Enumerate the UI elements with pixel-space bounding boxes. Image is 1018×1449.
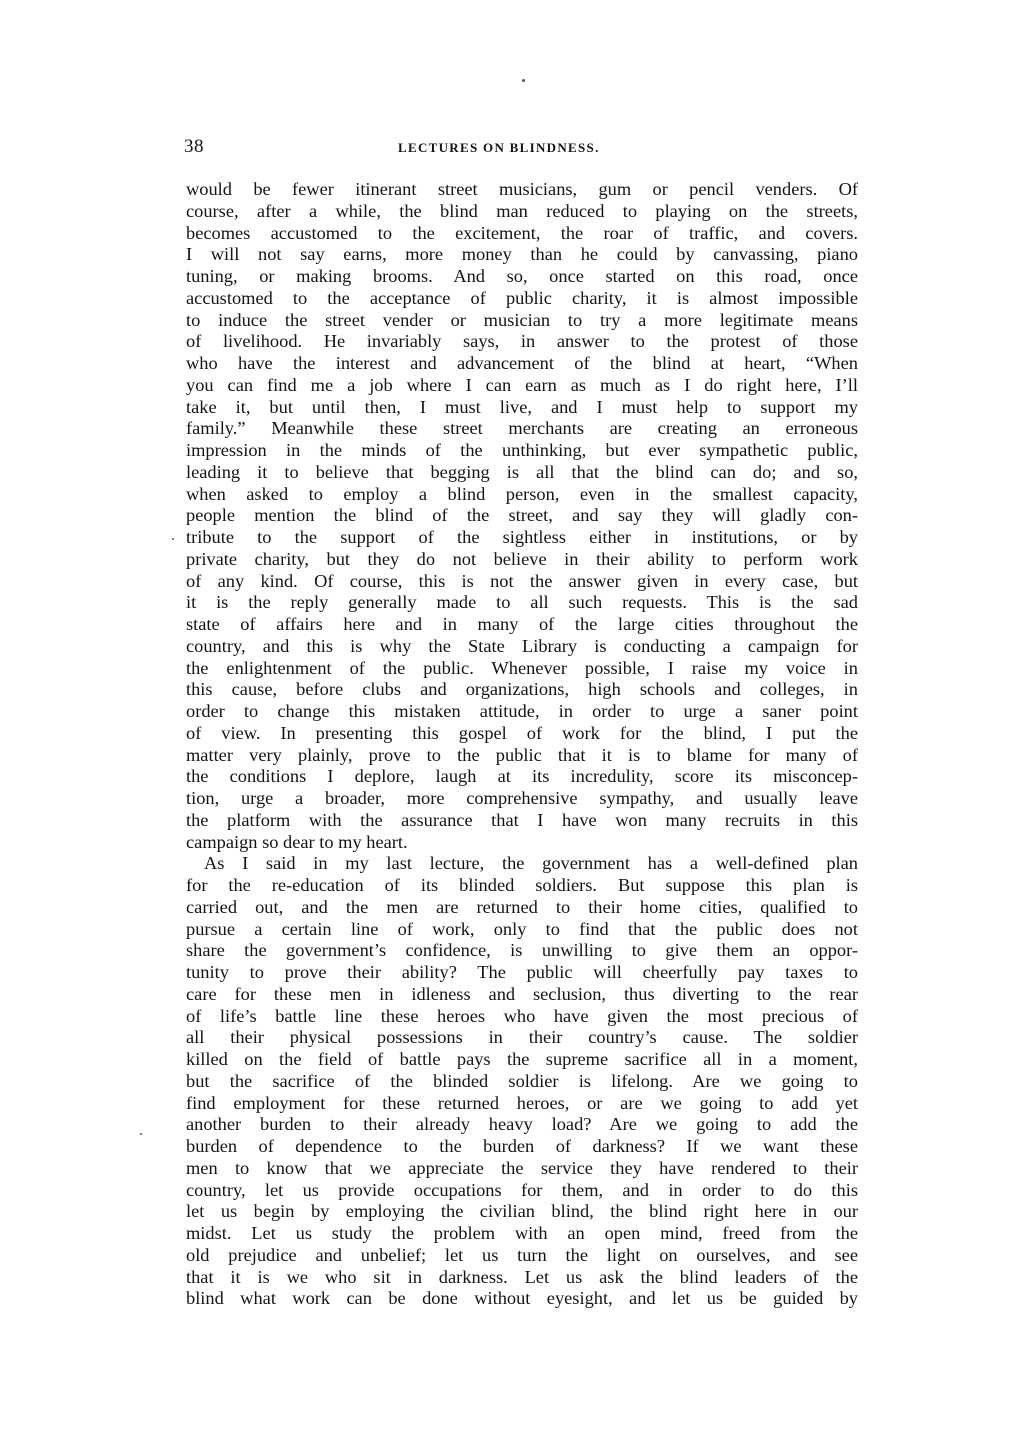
running-head: LECTURES ON BLINDNESS.	[398, 140, 600, 155]
text-line: becomes accustomed to the excitement, the roar of traffic, and covers.	[186, 222, 858, 243]
text-line: of view. In presenting this gospel of work for the blind, I put the	[186, 722, 858, 743]
text-line: tunity to prove their ability? The public will cheerfully pay taxes to	[186, 962, 858, 982]
text-line: it is the reply generally made to all such requests. This is the sad	[186, 592, 858, 613]
text-line: share the government’s confidence, is unwilling to give them an oppor-	[186, 940, 858, 961]
text-line: order to change this mistaken attitude, in order to urge a saner point	[186, 701, 858, 721]
text-line: old prejudice and unbelief; let us turn the light on ourselves, and see	[186, 1244, 858, 1265]
text-line: tuning, or making brooms. And so, once started on this road, once	[186, 266, 858, 286]
text-line: would be fewer itinerant street musicians, gum or pencil venders. Of	[186, 179, 858, 199]
text-line: killed on the field of battle pays the supreme sacrifice all in a moment,	[186, 1049, 858, 1069]
page-header	[184, 136, 860, 160]
text-line: state of affairs here and in many of the large cities throughout the	[186, 614, 858, 634]
text-line: blind what work can be done without eyesight, and let us be guided by	[186, 1288, 858, 1309]
text-line: this cause, before clubs and organizations, high schools and colleges, in	[186, 679, 858, 700]
paragraph-first-line: As I said in my last lecture, the government has a well-defined plan	[204, 853, 858, 874]
text-line: pursue a certain line of work, only to find that the public does not	[186, 918, 858, 939]
page-number: 38	[184, 136, 204, 157]
text-line: private charity, but they do not believe in their ability to perform work	[186, 548, 858, 569]
ink-speck	[140, 1133, 142, 1135]
text-line: to induce the street vender or musician to try a more legitimate means	[186, 309, 858, 330]
text-line: when asked to employ a blind person, even in the smallest capacity,	[186, 483, 858, 504]
text-line: tion, urge a broader, more comprehensive sympathy, and usually leave	[186, 788, 858, 808]
text-line: I will not say earns, more money than he could by canvassing, piano	[186, 244, 858, 265]
paragraph-last-line: campaign so dear to my heart.	[186, 831, 408, 852]
text-line: that it is we who sit in darkness. Let us ask the blind leaders of the	[186, 1266, 858, 1287]
text-line: matter very plainly, prove to the public that it is to blame for many of	[186, 744, 858, 765]
text-line: leading it to believe that begging is all that the blind can do; and so,	[186, 461, 858, 482]
text-line: another burden to their already heavy load? Are we going to add the	[186, 1114, 858, 1135]
text-line: find employment for these returned heroes, or are we going to add yet	[186, 1092, 858, 1113]
text-line: all their physical possessions in their country’s cause. The soldier	[186, 1027, 858, 1048]
ink-speck	[522, 79, 525, 82]
text-line: of livelihood. He invariably says, in answer to the protest of those	[186, 331, 858, 352]
text-line: the conditions I deplore, laugh at its incredulity, score its misconcep-	[186, 766, 858, 787]
text-line: impression in the minds of the unthinking, but ever sympathetic public,	[186, 440, 858, 460]
text-line: men to know that we appreciate the service they have rendered to their	[186, 1157, 858, 1178]
body-text	[186, 179, 858, 1310]
text-line: people mention the blind of the street, and say they will gladly con-	[186, 505, 858, 526]
text-line: for the re-education of its blinded soldiers. But suppose this plan is	[186, 875, 858, 895]
text-line: burden of dependence to the burden of darkness? If we want these	[186, 1136, 858, 1156]
text-line: country, let us provide occupations for them, and in order to do this	[186, 1179, 858, 1200]
text-line: take it, but until then, I must live, and I must help to support my	[186, 396, 858, 417]
text-line: tribute to the support of the sightless either in institutions, or by	[186, 527, 858, 547]
text-line: but the sacrifice of the blinded soldier is lifelong. Are we going to	[186, 1070, 858, 1091]
text-line: you can find me a job where I can earn as much as I do right here, I’ll	[186, 374, 858, 395]
text-line: care for these men in idleness and seclusion, thus diverting to the rear	[186, 983, 858, 1004]
text-line: course, after a while, the blind man reduced to playing on the streets,	[186, 200, 858, 221]
text-line: the enlightenment of the public. Whenever possible, I raise my voice in	[186, 657, 858, 678]
text-line: accustomed to the acceptance of public charity, it is almost impossible	[186, 287, 858, 308]
text-line: let us begin by employing the civilian blind, the blind right here in our	[186, 1201, 858, 1222]
text-line: midst. Let us study the problem with an open mind, freed from the	[186, 1223, 858, 1243]
text-line: country, and this is why the State Library is conducting a campaign for	[186, 635, 858, 656]
text-line: of any kind. Of course, this is not the answer given in every case, but	[186, 570, 858, 591]
text-line: carried out, and the men are returned to their home cities, qualified to	[186, 896, 858, 917]
text-line: of life’s battle line these heroes who have given the most precious of	[186, 1005, 858, 1026]
ink-speck	[172, 538, 174, 540]
text-line: family.” Meanwhile these street merchants are creating an erroneous	[186, 418, 858, 439]
text-line: the platform with the assurance that I have won many recruits in this	[186, 809, 858, 830]
text-line: who have the interest and advancement of the blind at heart, “When	[186, 353, 858, 373]
